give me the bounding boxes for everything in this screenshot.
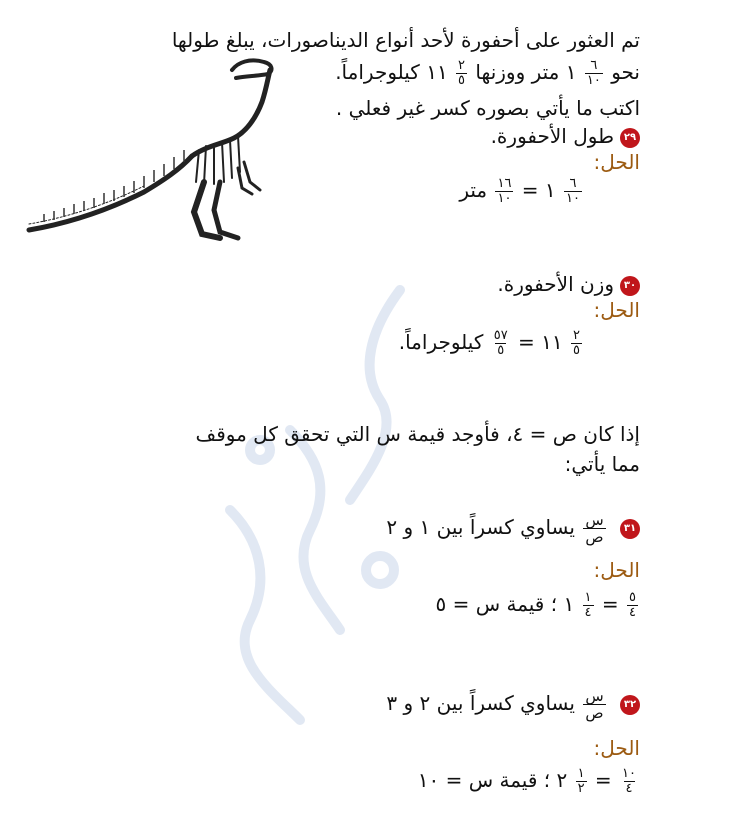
intro-suffix: كيلوجراماً.	[335, 60, 420, 84]
denominator: ٥	[497, 343, 505, 358]
weight-fraction	[456, 59, 467, 88]
question-number-badge: ٣١	[620, 519, 640, 539]
question-text: وزن الأحفورة.	[497, 272, 614, 296]
denominator: ص	[585, 704, 604, 722]
q32-equation	[418, 766, 640, 796]
improper-fraction	[620, 767, 638, 796]
denominator: ١٠	[566, 191, 580, 206]
length-whole: ١	[565, 60, 577, 84]
weight-denominator: ٥	[458, 73, 466, 88]
author-watermark	[170, 250, 470, 750]
equals-sign: =	[594, 768, 612, 792]
denominator: ١٠	[497, 191, 512, 206]
whole-number: ١	[563, 592, 575, 616]
intro-mid: متر ووزنها	[475, 60, 560, 84]
denominator: ٤	[584, 605, 592, 620]
intro-prefix: نحو	[611, 60, 640, 84]
mixed-fraction	[576, 767, 587, 796]
numerator: ٦	[569, 176, 577, 191]
result: قيمة س = ١٠	[417, 768, 538, 792]
solution-label: الحل:	[593, 558, 640, 582]
question-number-badge: ٣٢	[620, 695, 640, 715]
length-fraction	[585, 59, 603, 88]
weight-numerator: ٢	[458, 58, 466, 73]
numerator: س	[585, 687, 604, 705]
numerator: ١٦	[497, 176, 512, 191]
solution-label: الحل:	[593, 736, 640, 760]
question-number-badge: ٢٩	[620, 128, 640, 148]
denominator: ص	[585, 528, 604, 546]
mixed-fraction	[571, 329, 582, 358]
denominator: ٤	[625, 781, 633, 796]
length-denominator: ١٠	[586, 73, 601, 88]
mixed-fraction	[583, 591, 594, 620]
numerator: ٥	[629, 590, 636, 605]
question-29	[491, 122, 640, 150]
improper-fraction	[627, 591, 638, 620]
denominator: ٥	[573, 343, 580, 358]
question-text: يساوي كسراً بين ١ و ٢	[386, 515, 575, 539]
separator: ؛	[550, 592, 558, 616]
unit: كيلوجراماً.	[398, 330, 484, 354]
numerator: ١	[577, 766, 585, 781]
whole-number: ١	[544, 178, 556, 202]
q31-equation	[435, 590, 640, 620]
q30-equation	[399, 328, 584, 358]
x-over-y-fraction	[583, 512, 605, 545]
equals-sign: =	[601, 592, 619, 616]
question-31	[386, 512, 640, 545]
whole-number: ٢	[556, 768, 568, 792]
improper-fraction	[492, 329, 510, 358]
denominator: ٤	[629, 605, 636, 620]
question-30	[497, 270, 640, 298]
weight-whole: ١١	[426, 60, 448, 84]
whole-number: ١١	[541, 330, 563, 354]
numerator: ١٠	[622, 766, 636, 781]
numerator: ٢	[573, 328, 580, 343]
numerator: ٥٧	[493, 328, 508, 343]
question-32	[386, 688, 640, 721]
improper-fraction	[495, 177, 513, 206]
length-numerator: ٦	[590, 58, 598, 73]
result: قيمة س = ٥	[435, 592, 545, 616]
intro-line-3: اكتب ما يأتي بصوره كسر غير فعلي .	[335, 96, 640, 120]
intro-line-1: تم العثور على أحفورة لأحد أنواع الديناصورات، يبلغ طولها	[171, 28, 640, 52]
question-text: يساوي كسراً بين ٢ و ٣	[386, 691, 575, 715]
q29-equation	[459, 176, 584, 206]
dinosaur-skeleton-icon	[24, 52, 274, 247]
question-number-badge: ٣٠	[620, 276, 640, 296]
question-text: طول الأحفورة.	[490, 124, 614, 148]
denominator: ٢	[577, 781, 585, 796]
equals-sign: =	[518, 330, 535, 354]
section2-line-1: إذا كان ص = ٤، فأوجد قيمة س التي تحقق كل موقف	[195, 422, 640, 446]
x-over-y-fraction	[583, 688, 605, 721]
solution-label: الحل:	[593, 298, 640, 322]
solution-label: الحل:	[593, 150, 640, 174]
intro-line-2	[335, 58, 640, 88]
mixed-fraction	[564, 177, 582, 206]
numerator: ١	[584, 590, 592, 605]
numerator: س	[585, 511, 604, 529]
equals-sign: =	[521, 178, 539, 202]
unit: متر	[459, 178, 488, 202]
section2-line-2: مما يأتي:	[564, 452, 640, 476]
separator: ؛	[543, 768, 551, 792]
